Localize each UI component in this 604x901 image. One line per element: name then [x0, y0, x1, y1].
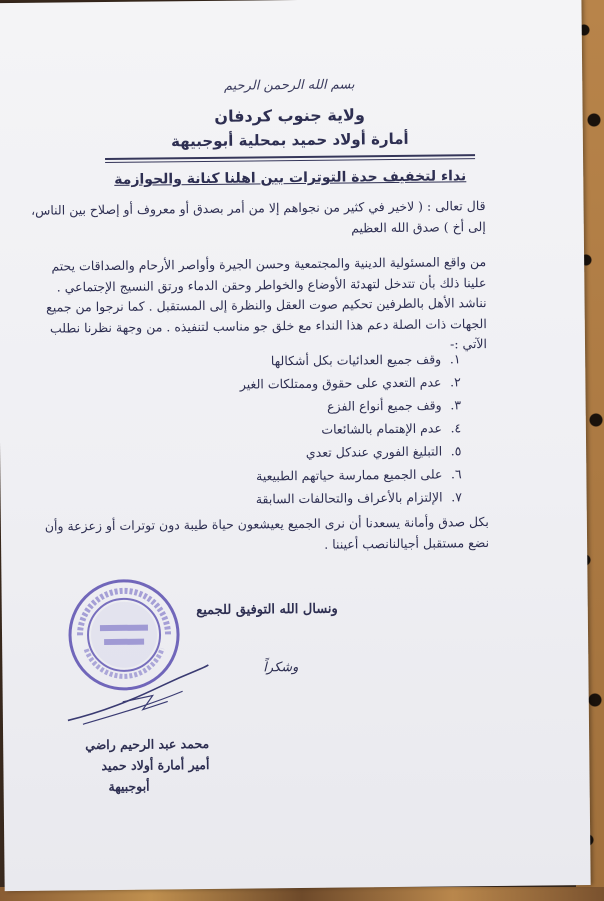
list-item: [149, 347, 465, 373]
signatory-name: محمد عبد الرحيم راضي: [85, 735, 210, 753]
list-item: [150, 462, 466, 488]
list-number: ٢.: [449, 374, 461, 390]
closing-prayer: ونسال الله التوفيق للجميع: [196, 601, 338, 619]
requests-list: [149, 347, 467, 511]
handwritten-signature: [62, 661, 213, 733]
list-item: [150, 439, 466, 465]
quran-quote: قال تعالى : ( لاخير في كثير من نجواهم إلا من أمر بصدق أو معروف أو إصلاح بين الناس، إلى أخ ) صدق الله العظيم: [30, 198, 486, 235]
signatory-role: أمير أمارة أولاد حميد: [101, 756, 210, 774]
list-text: عدم الإهتمام بالشائعات: [321, 420, 442, 437]
emirate-name: أمارة أولاد حميد بمحلية أبوجبيهة: [171, 129, 409, 151]
list-number: ١.: [449, 351, 461, 367]
intro-paragraph: من واقع المسئولية الدينية والمجتمعية وحسن الجيرة وأواصر الأرحام والصداقات يحتم علينا ذلك بأن تتدخل لتهدئة الأوضاع والخواطر وحقن الدماء ورتق النسيج الإجتماعي . نناشد الأهل بالطرفين تحكيم صوت العقل والنظرة إلى المستقبل . كما نرجوا من جميع الجهات ذات الصلة دعم هذا النداء مع خلق جو مناسب لتنفيذه . من وجهة نظرنا نطلب الآتي :-: [46, 254, 488, 352]
list-item: [149, 370, 465, 396]
list-text: عدم التعدي على حقوق وممتلكات الغير: [239, 374, 442, 392]
state-name: ولاية جنوب كردفان: [214, 105, 365, 126]
list-number: ٥.: [450, 443, 462, 459]
list-text: التبليغ الفوري عندكل تعدي: [305, 443, 443, 460]
list-text: الإلتزام بالأعراف والتحالفات السابقة: [255, 489, 443, 507]
thanks-note: وشكراً: [263, 660, 299, 676]
list-item: [150, 416, 466, 442]
basmala: بسم الله الرحمن الرحيم: [223, 77, 355, 94]
closing-paragraph: بكل صدق وأمانة يسعدنا أن نرى الجميع يعيشعون حياة طيبة دون توترات أو زعزعة وأن نضع مستقبل أجيالنانصب أعيننا .: [44, 514, 490, 552]
list-number: ٧.: [451, 489, 463, 505]
list-text: وقف جميع العدائيات بكل أشكالها: [270, 351, 442, 369]
signatory-place: أبوجبيهة: [108, 778, 150, 795]
list-number: ٣.: [450, 397, 462, 413]
list-item: [150, 393, 466, 419]
list-text: وقف جميع أنواع الفزع: [327, 397, 442, 414]
list-number: ٤.: [450, 420, 462, 436]
list-text: على الجميع ممارسة حياتهم الطبيعية: [255, 466, 443, 484]
letter-title: نداء لتخفيف حدة التوترات بين اهلنا كنانة والحوازمة: [114, 168, 467, 188]
list-item: [151, 485, 467, 511]
list-number: ٦.: [450, 466, 462, 482]
